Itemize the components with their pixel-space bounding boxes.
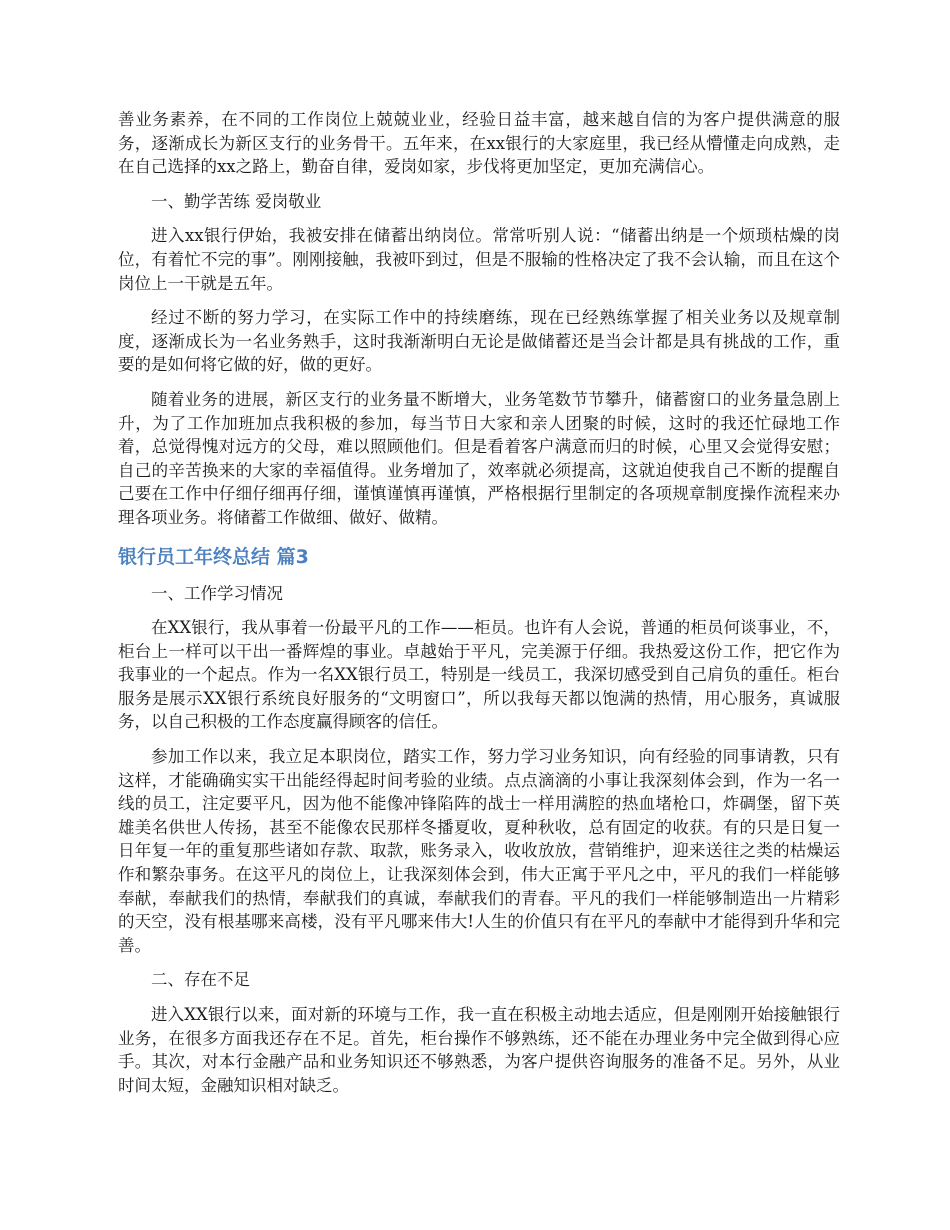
- body-paragraph: 在XX银行，我从事着一份最平凡的工作——柜员。也许有人会说，普通的柜员何谈事业，不，柜台上一样可以干出一番辉煌的事业。卓越始于平凡，完美源于仔细。我热爱这份工作，把它作为我事业的一个起点。作为一名XX银行员工，特别是一线员工，我深切感受到自己肩负的重任。柜台服务是展示XX银行系统良好服务的“文明窗口”，所以我每天都以饱满的热情，用心服务，真诚服务，以自己积极的工作态度赢得顾客的信任。: [118, 618, 840, 732]
- body-paragraph: 进入XX银行以来，面对新的环境与工作，我一直在积极主动地去适应，但是刚刚开始接触银行业务，在很多方面我还存在不足。首先，柜台操作不够熟练，还不能在办理业务中完全做到得心应手。其次，对本行金融产品和业务知识还不够熟悉，为客户提供咨询服务的准备不足。另外，从业时间太短，金融知识相对缺乏。: [118, 1005, 840, 1095]
- body-paragraph: 进入xx银行伊始，我被安排在储蓄出纳岗位。常常听别人说：“储蓄出纳是一个烦琐枯燥的岗位，有着忙不完的事”。刚刚接触，我被吓到过，但是不服输的性格决定了我不会认输，而且在这个岗位上一干就是五年。: [118, 226, 840, 293]
- body-paragraph: 经过不断的努力学习，在实际工作中的持续磨练，现在已经熟练掌握了相关业务以及规章制度，逐渐成长为一名业务熟手，这时我渐渐明白无论是做储蓄还是当会计都是具有挑战的工作，重要的是如何将它做的好，做的更好。: [118, 308, 840, 375]
- section-title-shortcomings: 二、存在不足: [151, 970, 250, 990]
- article-heading: 银行员工年终总结 篇3: [118, 545, 309, 568]
- body-paragraph: 参加工作以来，我立足本职岗位，踏实工作，努力学习业务知识，向有经验的同事请教，只有这样，才能确确实实干出能经得起时间考验的业绩。点点滴滴的小事让我深刻体会到，作为一名一线的员工，注定要平凡，因为他不能像冲锋陷阵的战士一样用满腔的热血堵枪口，炸碉堡，留下英雄美名供世人传扬，甚至不能像农民那样冬播夏收，夏种秋收，总有固定的收获。有的只是日复一日年复一年的重复那些诸如存款、取款，账务录入，收收放放，营销维护，迎来送往之类的枯燥运作和繁杂事务。在这平凡的岗位上，让我深刻体会到，伟大正寓于平凡之中，平凡的我们一样能够奉献，奉献我们的热情，奉献我们的真诚，奉献我们的青春。平凡的我们一样能够制造出一片精彩的天空，没有根基哪来高楼，没有平凡哪来伟大!人生的价值只有在平凡的奉献中才能得到升华和完善。: [118, 747, 840, 955]
- section-title-work-study: 一、工作学习情况: [151, 583, 283, 603]
- body-paragraph: 随着业务的进展，新区支行的业务量不断增大，业务笔数节节攀升，储蓄窗口的业务量急剧上升，为了工作加班加点我积极的参加，每当节日大家和亲人团聚的时候，这时的我还忙碌地工作着，总觉得愧对远方的父母，难以照顾他们。但是看着客户满意而归的时候，心里又会觉得安慰；自己的辛苦换来的大家的幸福值得。业务增加了，效率就必须提高，这就迫使我自己不断的提醒自己要在工作中仔细仔细再仔细，谨慎谨慎再谨慎，严格根据行里制定的各项规章制度操作流程来办理各项业务。将储蓄工作做细、做好、做精。: [118, 389, 840, 527]
- section-title-study-hard: 一、勤学苦练 爱岗敬业: [151, 191, 322, 211]
- intro-paragraph: 善业务素养，在不同的工作岗位上兢兢业业，经验日益丰富，越来越自信的为客户提供满意的服务，逐渐成长为新区支行的业务骨干。五年来，在xx银行的大家庭里，我已经从懵懂走向成熟，走在自己选择的xx之路上，勤奋自律，爱岗如家，步伐将更加坚定，更加充满信心。: [118, 110, 840, 177]
- document-body: [118, 108, 840, 1108]
